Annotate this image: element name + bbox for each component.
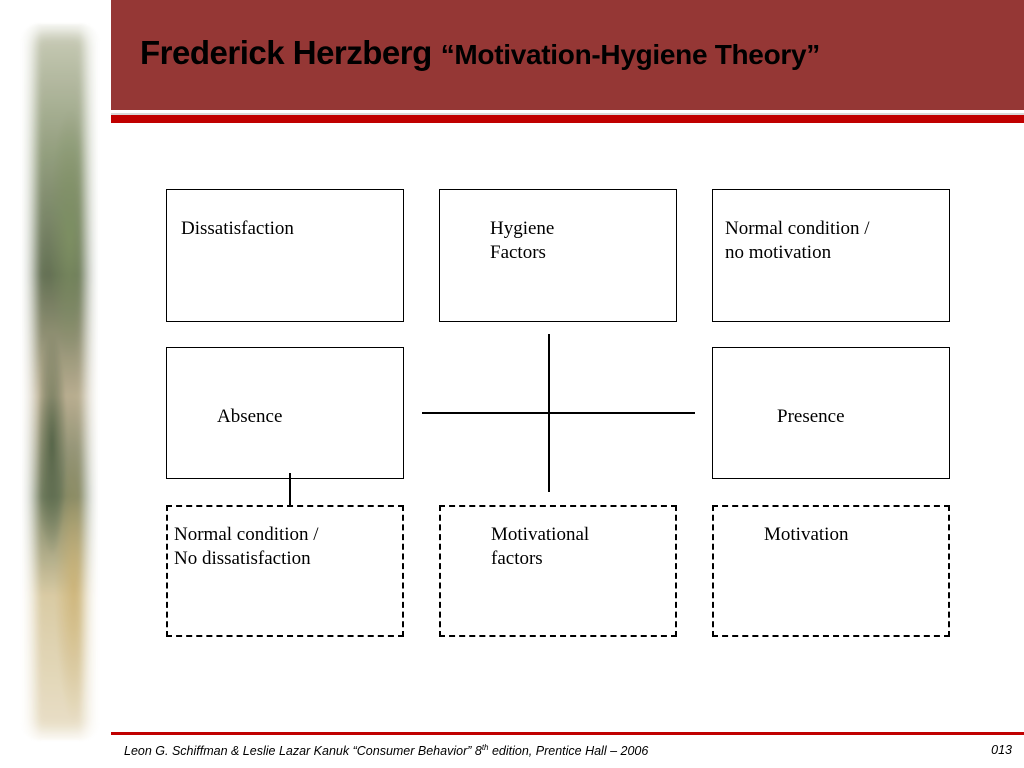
title-theory: “Motivation-Hygiene Theory” (440, 39, 820, 70)
left-decorative-strip (0, 0, 110, 768)
box-hygiene-factors (439, 189, 677, 322)
footer-citation (124, 743, 648, 758)
footer-divider (111, 732, 1024, 735)
box-normal-no-motivation (712, 189, 950, 322)
slide-title (140, 34, 820, 72)
box-motivation-label: Motivation (764, 524, 849, 545)
box-motivational-factors (439, 505, 677, 637)
box-motivational-factors-label: Motivational factors (491, 524, 590, 569)
citation-main: Leon G. Schiffman & Leslie Lazar Kanuk “Consumer Behavior” 8 (124, 744, 482, 759)
box-normal-no-dissatisfaction-label: Normal condition / No dissatisfaction (174, 524, 319, 569)
box-dissatisfaction-label: Dissatisfaction (181, 218, 294, 239)
box-hygiene-factors-label: Hygiene Factors (490, 218, 555, 263)
box-absence-label: Absence (217, 406, 283, 427)
title-divider-red (111, 115, 1024, 123)
box-presence-label: Presence (777, 406, 845, 427)
connector-line (289, 473, 291, 505)
box-dissatisfaction (166, 189, 404, 322)
box-presence (712, 347, 950, 479)
plant-image (22, 24, 98, 740)
box-normal-no-motivation-label: Normal condition / no motivation (725, 218, 870, 263)
page-number: 013 (991, 743, 1012, 757)
horizontal-axis-line (422, 412, 695, 414)
citation-tail: edition, Prentice Hall – 2006 (488, 744, 649, 759)
box-motivation (712, 505, 950, 637)
box-absence (166, 347, 404, 479)
title-name: Frederick Herzberg (140, 34, 432, 71)
vertical-axis-line (548, 334, 550, 492)
citation-superscript: th (481, 743, 489, 752)
box-normal-no-dissatisfaction (166, 505, 404, 637)
